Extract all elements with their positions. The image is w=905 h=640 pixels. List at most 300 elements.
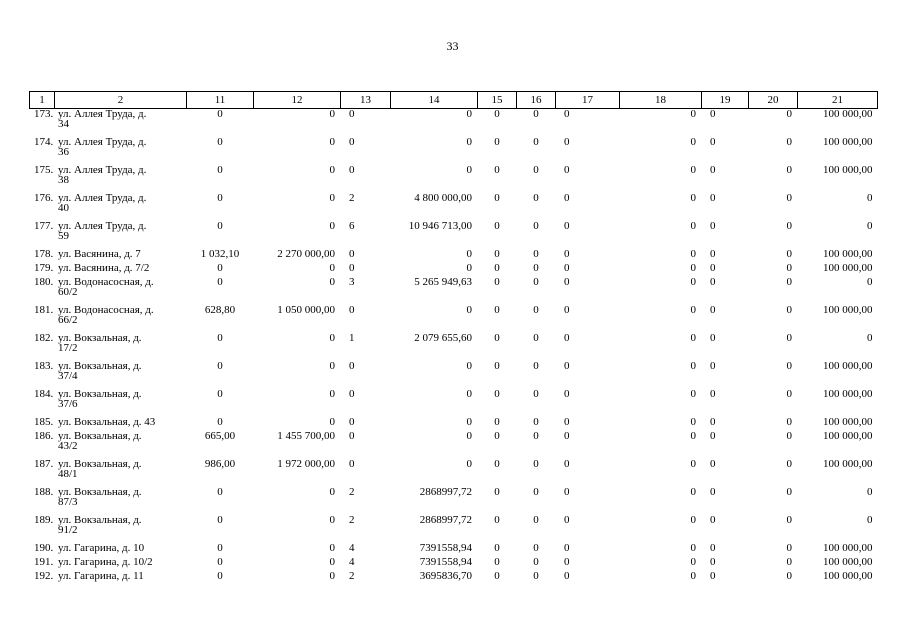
cell-c19: 0 [710, 542, 716, 554]
row-address: ул. Вокзальная, д. 37/4 [58, 360, 142, 382]
table-row [30, 249, 878, 263]
row-number: 176. [34, 192, 54, 204]
cell-c21: 0 [867, 486, 873, 498]
cell-c13: 3 [349, 276, 355, 288]
row-number: 187. [34, 458, 54, 470]
cell-c17: 0 [564, 360, 570, 372]
cell-c14: 0 [466, 360, 472, 372]
cell-c20: 0 [786, 192, 792, 204]
row-number: 173. [34, 108, 54, 120]
cell-c20: 0 [786, 430, 792, 442]
column-header: 17 [556, 92, 620, 109]
row-number: 177. [34, 220, 54, 232]
cell-c19: 0 [710, 248, 716, 260]
cell-c20: 0 [786, 542, 792, 554]
cell-c19: 0 [710, 570, 716, 582]
row-address: ул. Гагарина, д. 10 [58, 542, 145, 554]
table-row [30, 137, 878, 165]
cell-c16: 0 [533, 542, 539, 554]
cell-c19: 0 [710, 164, 716, 176]
cell-c21: 100 000,00 [823, 304, 873, 316]
address-cell [30, 515, 187, 543]
cell-c18: 0 [690, 388, 696, 400]
address-cell [30, 277, 187, 305]
cell-c17: 0 [564, 276, 570, 288]
cell-c20: 0 [786, 108, 792, 120]
cell-c12: 0 [329, 360, 335, 372]
cell-c19: 0 [710, 556, 716, 568]
row-address: ул. Аллея Труда, д. 38 [58, 164, 147, 186]
cell-c20: 0 [786, 514, 792, 526]
cell-c14: 0 [466, 430, 472, 442]
cell-c15: 0 [494, 262, 500, 274]
cell-c11: 0 [217, 514, 223, 526]
cell-c14: 5 265 949,63 [414, 276, 472, 288]
column-header: 13 [341, 92, 391, 109]
address-cell [30, 417, 187, 431]
table-row [30, 459, 878, 487]
cell-c20: 0 [786, 556, 792, 568]
cell-c17: 0 [564, 108, 570, 120]
cell-c15: 0 [494, 542, 500, 554]
cell-c16: 0 [533, 556, 539, 568]
row-address: ул. Водонасосная, д. 66/2 [58, 304, 154, 326]
cell-c11: 0 [217, 164, 223, 176]
cell-c17: 0 [564, 416, 570, 428]
table-row [30, 277, 878, 305]
cell-c17: 0 [564, 136, 570, 148]
cell-c14: 0 [466, 262, 472, 274]
cell-c13: 2 [349, 486, 355, 498]
row-number: 175. [34, 164, 54, 176]
cell-c20: 0 [786, 164, 792, 176]
row-address: ул. Гагарина, д. 10/2 [58, 556, 153, 568]
cell-c19: 0 [710, 360, 716, 372]
column-header: 11 [187, 92, 254, 109]
cell-c18: 0 [690, 304, 696, 316]
cell-c12: 0 [329, 388, 335, 400]
table-row [30, 109, 878, 138]
cell-c21: 0 [867, 192, 873, 204]
cell-c20: 0 [786, 416, 792, 428]
cell-c20: 0 [786, 248, 792, 260]
row-address: ул. Аллея Труда, д. 59 [58, 220, 147, 242]
cell-c21: 0 [867, 220, 873, 232]
cell-c12: 0 [329, 192, 335, 204]
cell-c15: 0 [494, 486, 500, 498]
cell-c19: 0 [710, 458, 716, 470]
cell-c21: 100 000,00 [823, 360, 873, 372]
cell-c13: 0 [349, 360, 355, 372]
cell-c11: 665,00 [204, 430, 236, 442]
cell-c16: 0 [533, 108, 539, 120]
column-header: 12 [254, 92, 341, 109]
cell-c14: 0 [466, 108, 472, 120]
cell-c11: 0 [217, 556, 223, 568]
cell-c18: 0 [690, 360, 696, 372]
cell-c21: 100 000,00 [823, 416, 873, 428]
cell-c12: 0 [329, 332, 335, 344]
cell-c13: 0 [349, 108, 355, 120]
cell-c18: 0 [690, 276, 696, 288]
cell-c17: 0 [564, 388, 570, 400]
cell-c18: 0 [690, 136, 696, 148]
cell-c18: 0 [690, 332, 696, 344]
table-row [30, 543, 878, 557]
address-cell [30, 221, 187, 249]
row-address: ул. Аллея Труда, д. 40 [58, 192, 147, 214]
cell-c15: 0 [494, 430, 500, 442]
table-row [30, 263, 878, 277]
address-cell [30, 333, 187, 361]
address-cell [30, 249, 187, 263]
row-number: 179. [34, 262, 54, 274]
cell-c11: 0 [217, 388, 223, 400]
table-row [30, 417, 878, 431]
row-number: 180. [34, 276, 54, 288]
column-header: 19 [702, 92, 749, 109]
address-cell [30, 137, 187, 165]
cell-c17: 0 [564, 514, 570, 526]
cell-c11: 1 032,10 [200, 248, 240, 260]
cell-c21: 100 000,00 [823, 108, 873, 120]
cell-c18: 0 [690, 542, 696, 554]
cell-c19: 0 [710, 220, 716, 232]
cell-c18: 0 [690, 192, 696, 204]
cell-c13: 6 [349, 220, 355, 232]
cell-c19: 0 [710, 262, 716, 274]
cell-c16: 0 [533, 388, 539, 400]
table-row [30, 571, 878, 585]
cell-c16: 0 [533, 360, 539, 372]
cell-c13: 0 [349, 262, 355, 274]
cell-c11: 0 [217, 262, 223, 274]
cell-c16: 0 [533, 304, 539, 316]
cell-c18: 0 [690, 430, 696, 442]
row-address: ул. Вокзальная, д. 43 [58, 416, 156, 428]
cell-c16: 0 [533, 458, 539, 470]
table-header-row [30, 92, 878, 109]
cell-c20: 0 [786, 220, 792, 232]
address-cell [30, 361, 187, 389]
cell-c12: 1 455 700,00 [277, 430, 335, 442]
address-cell [30, 305, 187, 333]
cell-c19: 0 [710, 192, 716, 204]
cell-c16: 0 [533, 192, 539, 204]
column-header: 21 [798, 92, 878, 109]
cell-c17: 0 [564, 458, 570, 470]
address-cell [30, 193, 187, 221]
cell-c17: 0 [564, 570, 570, 582]
row-number: 181. [34, 304, 54, 316]
row-address: ул. Аллея Труда, д. 34 [58, 108, 147, 130]
row-address: ул. Водонасосная, д. 60/2 [58, 276, 154, 298]
row-number: 188. [34, 486, 54, 498]
cell-c18: 0 [690, 164, 696, 176]
cell-c21: 100 000,00 [823, 388, 873, 400]
cell-c16: 0 [533, 486, 539, 498]
row-number: 182. [34, 332, 54, 344]
cell-c13: 0 [349, 388, 355, 400]
cell-c15: 0 [494, 570, 500, 582]
address-cell [30, 487, 187, 515]
cell-c12: 0 [329, 486, 335, 498]
cell-c11: 0 [217, 416, 223, 428]
row-number: 174. [34, 136, 54, 148]
cell-c16: 0 [533, 220, 539, 232]
row-address: ул. Вокзальная, д. 48/1 [58, 458, 142, 480]
cell-c11: 0 [217, 486, 223, 498]
table-row [30, 221, 878, 249]
cell-c19: 0 [710, 388, 716, 400]
cell-c15: 0 [494, 332, 500, 344]
cell-c15: 0 [494, 556, 500, 568]
cell-c12: 2 270 000,00 [277, 248, 335, 260]
cell-c20: 0 [786, 458, 792, 470]
cell-c20: 0 [786, 332, 792, 344]
cell-c21: 0 [867, 514, 873, 526]
cell-c17: 0 [564, 248, 570, 260]
address-cell [30, 459, 187, 487]
cell-c16: 0 [533, 276, 539, 288]
cell-c15: 0 [494, 276, 500, 288]
cell-c12: 0 [329, 108, 335, 120]
cell-c19: 0 [710, 486, 716, 498]
cell-c20: 0 [786, 486, 792, 498]
cell-c13: 4 [349, 542, 355, 554]
cell-c11: 0 [217, 570, 223, 582]
cell-c13: 0 [349, 416, 355, 428]
cell-c21: 100 000,00 [823, 570, 873, 582]
row-address: ул. Аллея Труда, д. 36 [58, 136, 147, 158]
cell-c19: 0 [710, 430, 716, 442]
cell-c17: 0 [564, 430, 570, 442]
cell-c11: 0 [217, 136, 223, 148]
cell-c18: 0 [690, 108, 696, 120]
column-header: 2 [55, 92, 187, 109]
cell-c18: 0 [690, 262, 696, 274]
cell-c17: 0 [564, 192, 570, 204]
cell-c16: 0 [533, 416, 539, 428]
cell-c11: 0 [217, 192, 223, 204]
row-address: ул. Вокзальная, д. 91/2 [58, 514, 142, 536]
cell-c17: 0 [564, 164, 570, 176]
row-address: ул. Вокзальная, д. 17/2 [58, 332, 142, 354]
cell-c17: 0 [564, 332, 570, 344]
row-number: 192. [34, 570, 54, 582]
table-row [30, 557, 878, 571]
cell-c21: 100 000,00 [823, 430, 873, 442]
cell-c15: 0 [494, 416, 500, 428]
cell-c15: 0 [494, 304, 500, 316]
cell-c17: 0 [564, 556, 570, 568]
cell-c13: 0 [349, 430, 355, 442]
cell-c16: 0 [533, 262, 539, 274]
column-header: 18 [620, 92, 702, 109]
cell-c17: 0 [564, 486, 570, 498]
table-row [30, 333, 878, 361]
cell-c13: 0 [349, 458, 355, 470]
row-address: ул. Гагарина, д. 11 [58, 570, 144, 582]
address-cell [30, 165, 187, 193]
cell-c21: 100 000,00 [823, 136, 873, 148]
data-table [29, 91, 878, 585]
cell-c13: 0 [349, 136, 355, 148]
cell-c18: 0 [690, 220, 696, 232]
cell-c14: 0 [466, 136, 472, 148]
cell-c21: 100 000,00 [823, 542, 873, 554]
cell-c12: 0 [329, 514, 335, 526]
cell-c13: 2 [349, 514, 355, 526]
cell-c21: 100 000,00 [823, 248, 873, 260]
row-number: 183. [34, 360, 54, 372]
page-number: 33 [446, 39, 459, 53]
row-number: 178. [34, 248, 54, 260]
cell-c16: 0 [533, 514, 539, 526]
table-row [30, 431, 878, 459]
cell-c21: 0 [867, 332, 873, 344]
cell-c13: 2 [349, 570, 355, 582]
cell-c19: 0 [710, 514, 716, 526]
cell-c21: 100 000,00 [823, 556, 873, 568]
row-number: 185. [34, 416, 54, 428]
cell-c20: 0 [786, 276, 792, 288]
cell-c14: 0 [466, 416, 472, 428]
table-row [30, 515, 878, 543]
cell-c13: 4 [349, 556, 355, 568]
row-address: ул. Вокзальная, д. 43/2 [58, 430, 142, 452]
cell-c19: 0 [710, 276, 716, 288]
cell-c12: 1 972 000,00 [277, 458, 335, 470]
cell-c18: 0 [690, 514, 696, 526]
address-cell [30, 109, 187, 138]
cell-c16: 0 [533, 332, 539, 344]
table-row [30, 389, 878, 417]
address-cell [30, 557, 187, 571]
cell-c20: 0 [786, 304, 792, 316]
cell-c14: 0 [466, 458, 472, 470]
row-address: ул. Вокзальная, д. 87/3 [58, 486, 142, 508]
column-header: 15 [478, 92, 517, 109]
cell-c11: 0 [217, 332, 223, 344]
cell-c14: 0 [466, 304, 472, 316]
cell-c14: 4 800 000,00 [414, 192, 472, 204]
cell-c12: 0 [329, 542, 335, 554]
row-number: 190. [34, 542, 54, 554]
address-cell [30, 571, 187, 585]
cell-c16: 0 [533, 164, 539, 176]
cell-c15: 0 [494, 108, 500, 120]
cell-c16: 0 [533, 430, 539, 442]
cell-c12: 0 [329, 262, 335, 274]
cell-c19: 0 [710, 136, 716, 148]
cell-c20: 0 [786, 570, 792, 582]
cell-c21: 0 [867, 276, 873, 288]
cell-c16: 0 [533, 248, 539, 260]
cell-c17: 0 [564, 542, 570, 554]
cell-c14: 10 946 713,00 [408, 220, 472, 232]
cell-c20: 0 [786, 136, 792, 148]
row-number: 184. [34, 388, 54, 400]
cell-c16: 0 [533, 570, 539, 582]
table-row [30, 361, 878, 389]
cell-c14: 2868997,72 [419, 486, 472, 498]
table-row [30, 487, 878, 515]
cell-c18: 0 [690, 486, 696, 498]
cell-c15: 0 [494, 192, 500, 204]
cell-c14: 0 [466, 248, 472, 260]
cell-c12: 1 050 000,00 [277, 304, 335, 316]
cell-c12: 0 [329, 276, 335, 288]
cell-c20: 0 [786, 388, 792, 400]
row-address: ул. Васянина, д. 7/2 [58, 262, 150, 274]
cell-c12: 0 [329, 220, 335, 232]
cell-c14: 3695836,70 [419, 570, 472, 582]
cell-c19: 0 [710, 416, 716, 428]
cell-c11: 0 [217, 108, 223, 120]
cell-c21: 100 000,00 [823, 164, 873, 176]
cell-c21: 100 000,00 [823, 262, 873, 274]
table-body [30, 109, 878, 586]
row-address: ул. Васянина, д. 7 [58, 248, 141, 260]
cell-c20: 0 [786, 262, 792, 274]
cell-c15: 0 [494, 136, 500, 148]
cell-c15: 0 [494, 360, 500, 372]
cell-c13: 0 [349, 164, 355, 176]
address-cell [30, 263, 187, 277]
cell-c14: 2868997,72 [419, 514, 472, 526]
column-header: 14 [391, 92, 478, 109]
cell-c16: 0 [533, 136, 539, 148]
address-cell [30, 543, 187, 557]
cell-c17: 0 [564, 304, 570, 316]
cell-c19: 0 [710, 332, 716, 344]
cell-c18: 0 [690, 570, 696, 582]
table-row [30, 305, 878, 333]
cell-c19: 0 [710, 108, 716, 120]
address-cell [30, 431, 187, 459]
cell-c13: 0 [349, 304, 355, 316]
cell-c12: 0 [329, 556, 335, 568]
cell-c18: 0 [690, 556, 696, 568]
cell-c14: 7391558,94 [419, 556, 472, 568]
cell-c13: 2 [349, 192, 355, 204]
cell-c15: 0 [494, 514, 500, 526]
cell-c14: 0 [466, 388, 472, 400]
cell-c17: 0 [564, 262, 570, 274]
cell-c13: 1 [349, 332, 355, 344]
row-number: 191. [34, 556, 54, 568]
row-number: 189. [34, 514, 54, 526]
cell-c17: 0 [564, 220, 570, 232]
table-row [30, 193, 878, 221]
cell-c11: 0 [217, 360, 223, 372]
cell-c12: 0 [329, 164, 335, 176]
column-header: 20 [749, 92, 798, 109]
cell-c11: 0 [217, 542, 223, 554]
cell-c11: 0 [217, 220, 223, 232]
cell-c19: 0 [710, 304, 716, 316]
cell-c15: 0 [494, 458, 500, 470]
cell-c15: 0 [494, 220, 500, 232]
cell-c15: 0 [494, 388, 500, 400]
cell-c14: 7391558,94 [419, 542, 472, 554]
cell-c14: 2 079 655,60 [414, 332, 472, 344]
row-address: ул. Вокзальная, д. 37/6 [58, 388, 142, 410]
column-header: 16 [517, 92, 556, 109]
cell-c18: 0 [690, 416, 696, 428]
cell-c11: 628,80 [204, 304, 236, 316]
